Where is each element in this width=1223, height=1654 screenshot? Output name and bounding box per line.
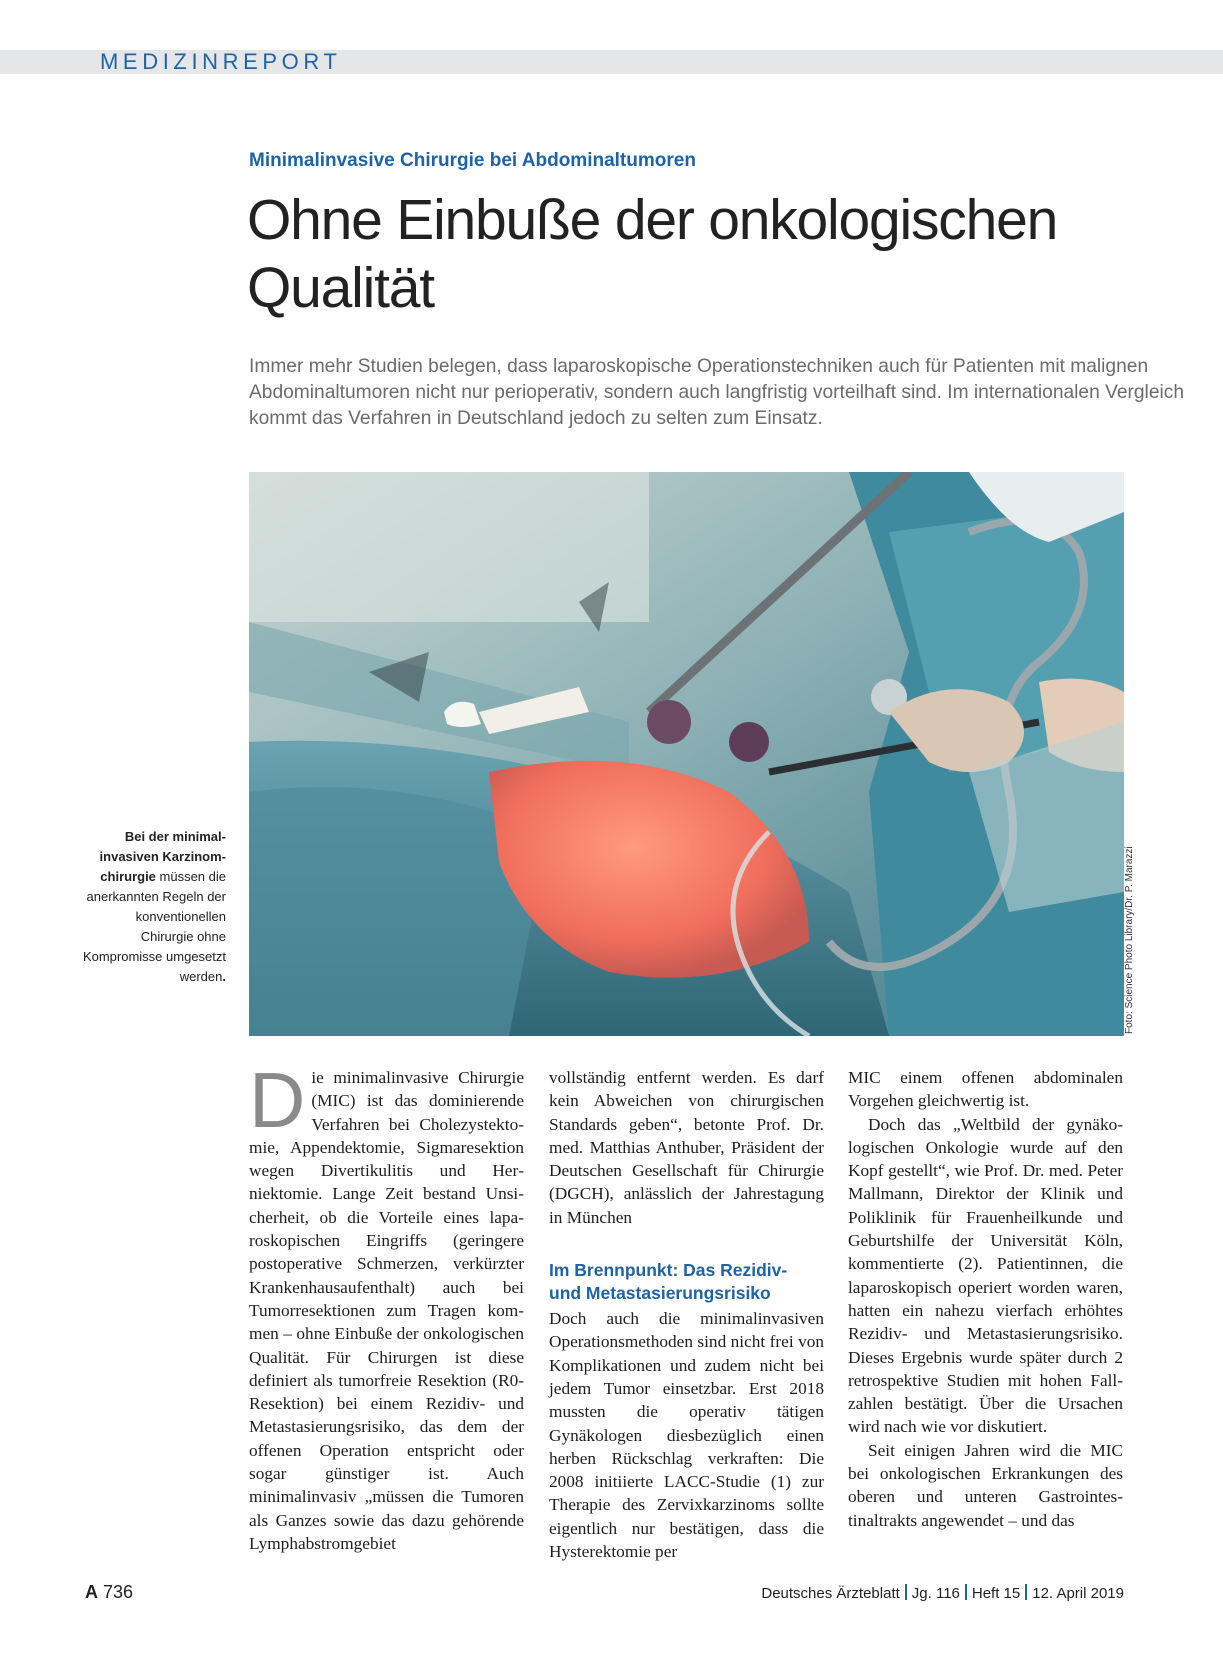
caption-bold: Bei der minimalinvasiven Karzinomchirurgie xyxy=(99,829,226,884)
surgery-photo-illustration xyxy=(249,472,1124,1036)
col1-paragraph-1: ie minimalinvasive Chirurgie (MIC) ist das dominierende Verfahren bei Cholezystektomie, Appendektomie, Sigmaresektion wegen Divertikulitis und Herniektomie. Lange Zeit bestand Unsicherheit, ob die Vorteile eines laparoskopischen Eingriffs (geringere postoperative Schmerzen, verkürzter Krankenhausaufenthalt) auch bei Tumorresektionen zum Tragen kommen – ohne Einbuße der onkologischen Qualität. Für Chirurgen ist diese definiert als tumorfreie Resektion (R0-Resektion) bei einem Rezidiv- und Metastasierungsrisiko, das dem der offenen Operation entspricht oder sogar günstiger ist. Auch minimalinvasiv „müssen die Tumoren als Ganzes sowie das dazu gehörende Lymphabstromgebiet xyxy=(249,1068,524,1553)
footer-volume: Jg. 116 xyxy=(911,1585,960,1602)
footer-issue: Heft 15 xyxy=(971,1585,1021,1602)
caption-text: müssen die anerkannten Regeln der konventionellen Chirurgie ohne Kompromisse umgesetzt werden xyxy=(82,869,226,984)
col3-paragraph-2: Doch das „Weltbild der gynäkologischen Onkologie wurde auf den Kopf gestellt“, wie Prof. Dr. med. Peter Mallmann, Direktor der Klinik und Poliklinik für Frauenheilkunde und Geburtshilfe der Universität Köln, kommentierte (2). Patientinnen, die laparoskopisch operiert worden waren, hatten ein nahezu vierfach erhöhtes Rezidiv- und Metastasierungsrisiko. Dieses Ergebnis wurde später durch 2 retrospektive Studien mit hohen Fallzahlen bestätigt. Über die Ursachen wird nach wie vor diskutiert. xyxy=(848,1114,1123,1437)
col2-paragraph-2: Doch auch die minimalinvasiven Operationsmethoden sind nicht frei von Komplikationen und zudem nicht bei jedem Tumor einsetzbar. Erst 2018 mussten die operativ tätigen Gynäkologen diesbezüglich einen herben Rückschlag verkraften: Die 2008 initiierte LACC-Studie (1) zur Therapie des Zervixkarzinoms sollte eigentlich nur bestätigen, dass die Hysterektomie per xyxy=(549,1309,824,1562)
col2-paragraph-1: vollständig entfernt werden. Es darf kein Abweichen von chirurgischen Standards geben“, betonte Prof. Dr. med. Matthias Anthuber, Präsident der Deutschen Gesellschaft für Chirurgie (DGCH), anlässlich der Jahrestagung in München xyxy=(549,1068,824,1227)
footer-separator xyxy=(905,1584,907,1600)
body-column-2 xyxy=(549,1066,824,1563)
footer-separator xyxy=(1025,1584,1027,1600)
title-line-1: Ohne Einbuße der onkologischen xyxy=(247,188,1058,252)
article-lead: Immer mehr Studien belegen, dass laparoskopische Operationstechniken auch für Patienten mit malignen Abdominaltumoren nicht nur perioperativ, sondern auch langfristig vorteilhaft sind. Im internationalen Vergleich kommt das Verfahren in Deutschland jedoch zu selten zum Einsatz. xyxy=(249,356,1185,429)
page-number xyxy=(85,1582,133,1603)
col3-paragraph-3: Seit einigen Jahren wird die MIC bei onkologischen Erkrankungen des oberen und unteren Gastrointestinaltrakts angewendet – und das xyxy=(848,1440,1123,1530)
footer-date: 12. April 2019 xyxy=(1032,1585,1124,1602)
footer-separator xyxy=(965,1584,967,1600)
surgery-photo xyxy=(249,472,1124,1036)
footer-journal-info xyxy=(761,1584,1124,1602)
body-column-3 xyxy=(848,1066,1123,1532)
drop-cap: D xyxy=(249,1056,306,1144)
page-prefix: A xyxy=(85,1582,98,1602)
photo-caption xyxy=(80,827,226,987)
article-title xyxy=(247,186,1207,322)
footer-journal: Deutsches Ärzteblatt xyxy=(761,1585,900,1602)
section-label: MEDIZINREPORT xyxy=(100,49,342,74)
body-column-1 xyxy=(249,1056,524,1555)
article-kicker: Minimalinvasive Chirurgie bei Abdominaltumoren xyxy=(249,150,696,171)
caption-end: . xyxy=(222,969,226,984)
col3-paragraph-1: MIC einem offenen abdominalen Vorgehen gleichwertig ist. xyxy=(848,1068,1123,1111)
title-line-2: Qualität xyxy=(247,256,434,320)
page-number-value: 736 xyxy=(103,1582,134,1602)
photo-credit: Foto: Science Photo Library/Dr. P. Marazzi xyxy=(1124,846,1135,1034)
section-subheading: Im Brennpunkt: Das Rezidiv- und Metastasierungsrisiko xyxy=(549,1260,788,1304)
